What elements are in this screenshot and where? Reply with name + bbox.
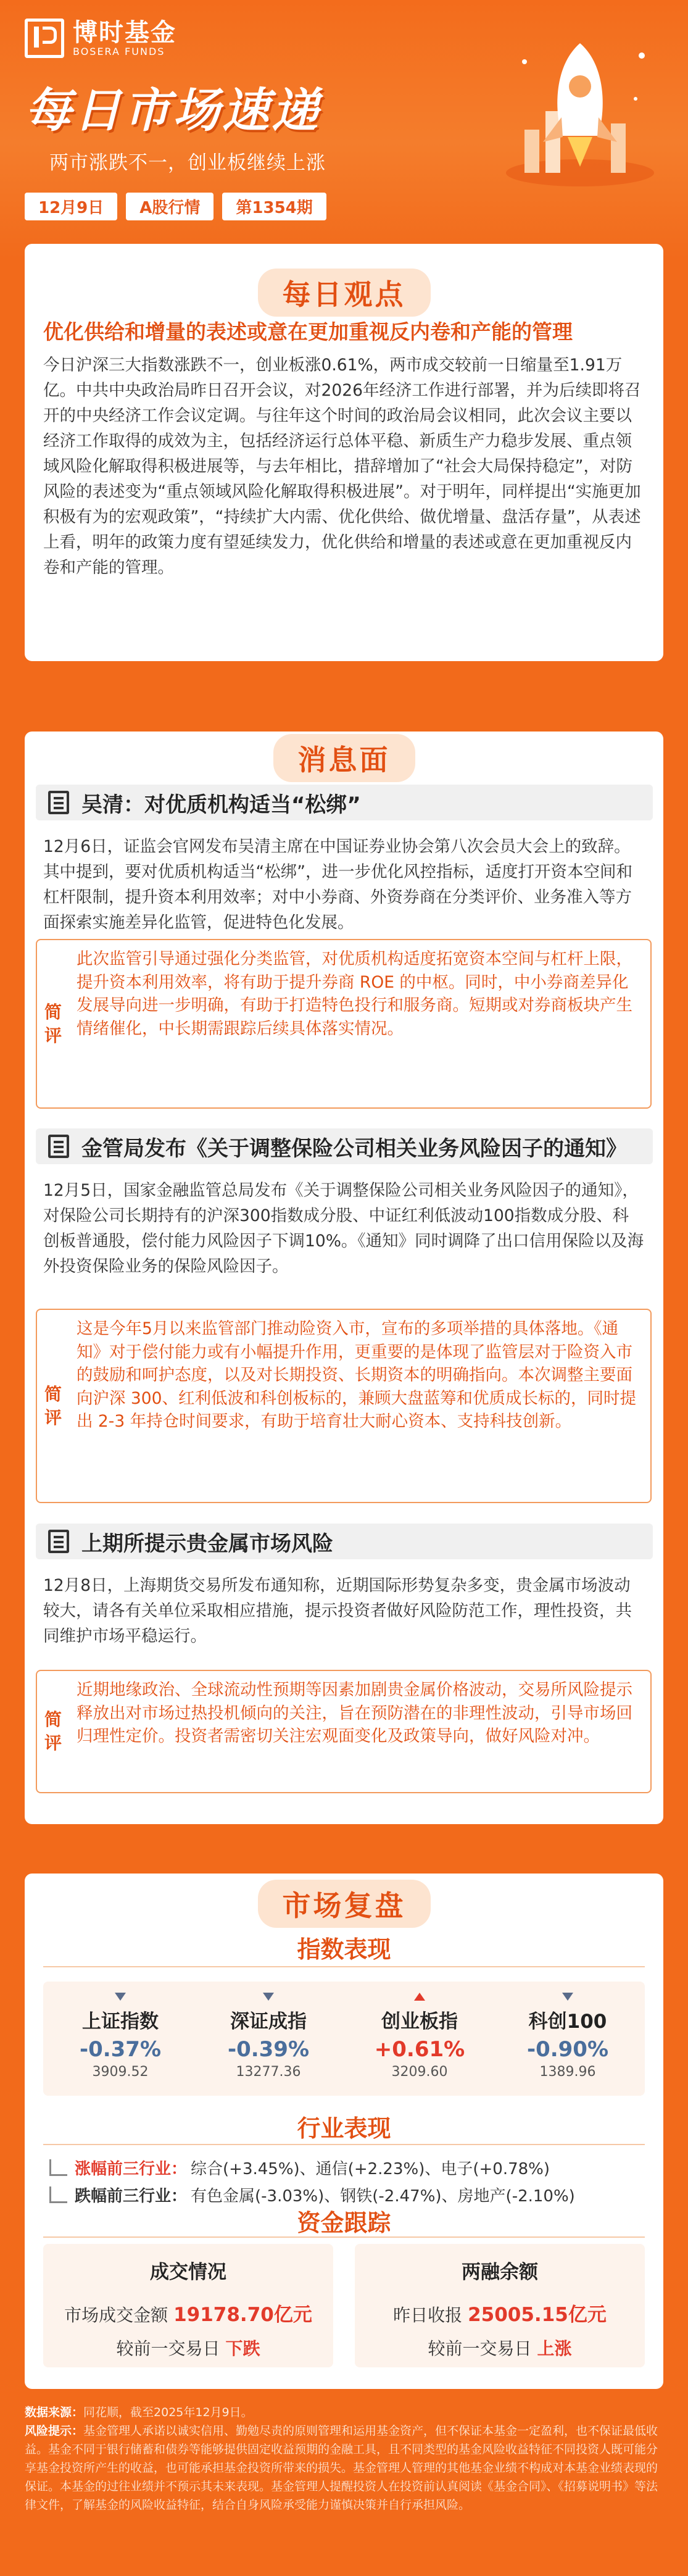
- index-change: -0.39%: [227, 2037, 310, 2062]
- news-section-title: 消息面: [273, 734, 415, 782]
- news-item-1-comment-text: 此次监管引导通过强化分类监管，对优质机构适度拓宽资本空间与杠杆上限，提升资本利用效率，将有助于提升券商 ROE 的中枢。同时，中小券商差异化发展导向进一步明确，有助于打造特色投行和服务商。短期或对券商板块产生情绪催化，中长期需跟踪后续具体落实情况。: [77, 949, 632, 1038]
- news-card: [25, 732, 663, 1824]
- index-chinext: [358, 1993, 481, 2080]
- comment-label: 简评: [44, 1001, 62, 1046]
- source-label: 数据来源：: [25, 2406, 84, 2419]
- bosera-logo-icon: [25, 19, 64, 58]
- turnover-compare-line: [43, 2335, 333, 2360]
- news-item-2-title: 金管局发布《关于调整保险公司相关业务风险因子的通知》: [81, 1136, 627, 1161]
- index-name: 创业板指: [381, 2011, 458, 2033]
- margin-compare-label: 较前一交易日: [428, 2338, 537, 2359]
- brand-logo: [25, 19, 176, 58]
- header-tags: [25, 193, 326, 220]
- footer-disclaimer: [25, 2403, 663, 2514]
- news-item-2-comment-text: 这是今年5月以来监管部门推动险资入市，宣布的多项举措的具体落地。《通知》对于偿付能力或有小幅提升作用，更重要的是体现了监管层对于险资入市的鼓励和呵护态度，以及对长期投资、长期资本的明确指向。本次调整主要面向沪深 300、红利低波和科创板标的，兼顾大盘蓝筹和优质成长标的，同时提出 2-3 年持仓时间要求，有助于培育壮大耐心资本、支持科技创新。: [77, 1319, 637, 1431]
- turnover-title: 成交情况: [150, 2261, 226, 2283]
- bottom-industries-label: 跌幅前三行业：: [75, 2187, 188, 2206]
- news-item-2-body: 12月5日，国家金融监管总局发布《关于调整保险公司相关业务风险因子的通知》，对保险公司长期持有的沪深300指数成分股、中证红利低波动100指数成分股、科创板普通股，偿付能力风险因子下调10%。《通知》同时调降了出口信用保险以及海外投资保险业务的保险风险因子。: [43, 1181, 644, 1276]
- risk-label: 风险提示：: [25, 2424, 84, 2438]
- category-tag: A股行情: [126, 193, 213, 220]
- news-item-3-comment: [36, 1670, 652, 1793]
- indices-panel: [43, 1982, 645, 2096]
- risk-warning: [25, 2422, 663, 2514]
- news-item-1-comment: [36, 939, 652, 1109]
- turnover-line: [43, 2299, 333, 2327]
- index-value: 1389.96: [539, 2064, 596, 2080]
- margin-value: 25005.15亿元: [468, 2304, 607, 2326]
- top-industries-label: 涨幅前三行业：: [75, 2160, 188, 2178]
- news-item-3-title: 上期所提示贵金属市场风险: [81, 1531, 333, 1556]
- bottom-industries-row: [49, 2183, 575, 2206]
- news-item-3-comment-text: 近期地缘政治、全球流动性预期等因素加剧贵金属价格波动，交易所风险提示释放出对市场过热投机倾向的关注，旨在预防潜在的非理性波动，引导市场回归理性定价。投资者需密切关注宏观面变化及政策导向，做好风险对冲。: [77, 1680, 632, 1746]
- news-item-3-header: [36, 1524, 653, 1559]
- index-name: 科创100: [528, 2011, 607, 2033]
- up-arrow-icon: [414, 1993, 425, 2001]
- down-arrow-icon: [562, 1993, 573, 2001]
- down-arrow-icon: [115, 1993, 126, 2001]
- brand-name-cn: 博时基金: [73, 19, 176, 47]
- date-tag: 12月9日: [25, 193, 117, 220]
- page-title: 每日市场速递: [25, 83, 321, 138]
- index-shanghai: [59, 1993, 182, 2080]
- data-source: [25, 2403, 663, 2422]
- index-shenzhen: [207, 1993, 330, 2080]
- news-item-3-body: 12月8日，上海期货交易所发布通知称，近期国际形势复杂多变，贵金属市场波动较大，请各有关单位采取相应措施，提示投资者做好风险防范工作，理性投资，共同维护市场平稳运行。: [43, 1576, 632, 1646]
- news-document-icon: [48, 791, 69, 814]
- index-change: -0.37%: [79, 2037, 162, 2062]
- bottom-industries-values: 有色金属(-3.03%)、钢铁(-2.47%)、房地产(-2.10%): [191, 2187, 575, 2206]
- divider: [43, 2144, 645, 2145]
- turnover-compare: 下跌: [225, 2338, 260, 2359]
- news-item-1-body: 12月6日，证监会官网发布吴清主席在中国证券业协会第八次会员大会上的致辞。其中提到，要对优质机构适当“松绑”，进一步优化风控指标，适度打开资本空间和杠杆限制，提升资本利用效率；对中小券商、外资券商在分类评价、业务准入等方面探索实施差异化监管，促进特色化发展。: [43, 837, 632, 932]
- divider: [43, 2236, 645, 2238]
- index-name: 上证指数: [82, 2011, 159, 2033]
- flow-title: 资金跟踪: [297, 2209, 391, 2236]
- daily-view-card: [25, 244, 663, 661]
- top-industries-values: 综合(+3.45%)、通信(+2.23%)、电子(+0.78%): [191, 2160, 550, 2178]
- news-item-1-header: [36, 785, 653, 820]
- brand-name-en: BOSERA FUNDS: [73, 46, 165, 57]
- rocket-icon: [487, 19, 673, 204]
- source-text: 同花顺，截至2025年12月9日。: [83, 2406, 253, 2419]
- daily-view-title: 每日观点: [258, 269, 431, 317]
- index-change: +0.61%: [374, 2037, 465, 2062]
- comment-label: 简评: [44, 1709, 62, 1753]
- indices-title: 指数表现: [297, 1936, 391, 1963]
- index-change: -0.90%: [526, 2037, 609, 2062]
- margin-label: 昨日收报: [393, 2305, 468, 2325]
- news-document-icon: [48, 1530, 69, 1553]
- margin-compare-line: [355, 2335, 645, 2360]
- comment-label: 简评: [44, 1383, 62, 1428]
- trend-up-icon: [49, 2159, 67, 2176]
- risk-text: 基金管理人承诺以诚实信用、勤勉尽责的原则管理和运用基金资产，但不保证本基金一定盈利，也不保证最低收益。基金不同于银行储蓄和债券等能够提供固定收益预期的金融工具，且不同类型的基金风险收益特征不同投资人既可能分享基金投资所产生的收益，也可能承担基金投资所带来的损失。基金管理人管理的其他基金业绩不构成对本基金业绩表现的保证。本基金的过往业绩并不预示其未来表现。基金管理人提醒投资人在投资前认真阅读《基金合同》、《招募说明书》等法律文件，了解基金的风险收益特征，结合自身风险承受能力谨慎决策并自行承担风险。: [25, 2424, 658, 2512]
- daily-view-headline: 优化供给和增量的表述或意在更加重视反内卷和产能的管理: [43, 320, 573, 344]
- margin-panel: [355, 2244, 645, 2367]
- trend-down-icon: [49, 2186, 67, 2203]
- margin-title: 两融余额: [462, 2261, 538, 2283]
- index-name: 深证成指: [230, 2011, 307, 2033]
- turnover-label: 市场成交金额: [64, 2305, 174, 2325]
- industry-title: 行业表现: [297, 2115, 391, 2142]
- news-item-2-header: [36, 1128, 653, 1164]
- margin-compare: 上涨: [537, 2338, 572, 2359]
- page-subtitle: 两市涨跌不一，创业板继续上涨: [49, 152, 326, 174]
- down-arrow-icon: [263, 1993, 274, 2001]
- market-section-title: 市场复盘: [258, 1880, 431, 1928]
- margin-line: [355, 2299, 645, 2327]
- index-value: 13277.36: [236, 2064, 301, 2080]
- turnover-compare-label: 较前一交易日: [116, 2338, 226, 2359]
- turnover-value: 19178.70亿元: [173, 2304, 312, 2326]
- news-item-2-comment: [36, 1309, 652, 1503]
- market-review-card: [25, 1874, 663, 2389]
- turnover-panel: [43, 2244, 333, 2367]
- news-item-1-title: 吴清：对优质机构适当“松绑”: [81, 792, 361, 817]
- index-value: 3209.60: [391, 2064, 448, 2080]
- daily-view-body: 今日沪深三大指数涨跌不一，创业板涨0.61%，两市成交较前一日缩量至1.91万亿。中共中央政治局昨日召开会议，对2026年经济工作进行部署，并为后续即将召开的中央经济工作会议定调。与往年这个时间的政治局会议相同，此次会议主要以经济工作取得的成效为主，包括经济运行总体平稳、新质生产力稳步发展、重点领域风险化解取得积极进展等，与去年相比，措辞增加了“社会大局保持稳定”，对防风险的表述变为“重点领域风险化解取得积极进展”。对于明年，同样提出“实施更加积极有为的宏观政策”，“持续扩大内需、优化供给、做优增量、盘活存量”，从表述上看，明年的政策力度有望延续发力，优化供给和增量的表述或意在更加重视反内卷和产能的管理。: [43, 356, 641, 577]
- issue-tag: 第1354期: [222, 193, 326, 220]
- top-industries-row: [49, 2156, 550, 2179]
- index-star100: [506, 1993, 629, 2080]
- index-value: 3909.52: [92, 2064, 149, 2080]
- divider: [43, 1966, 645, 1967]
- news-document-icon: [48, 1135, 69, 1158]
